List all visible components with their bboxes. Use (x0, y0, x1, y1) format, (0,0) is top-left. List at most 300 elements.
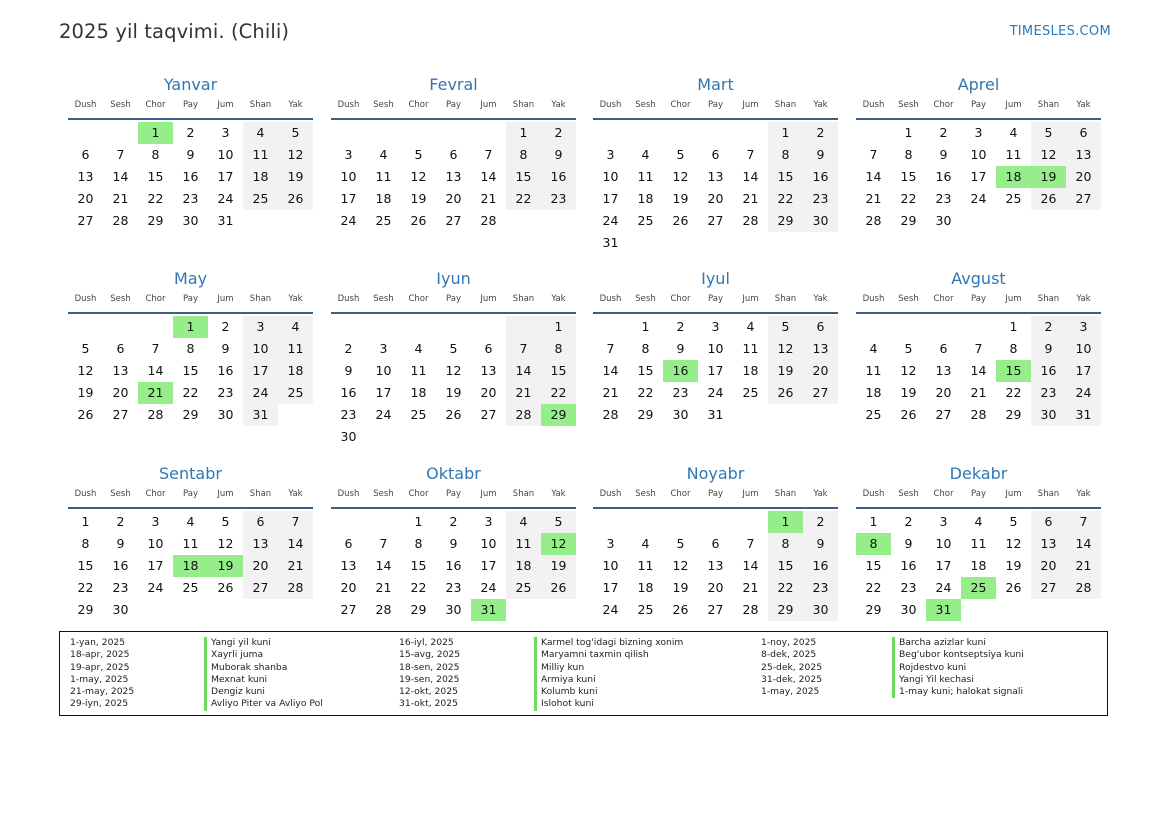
day-cell: 18 (970, 558, 987, 573)
day-cell: 5 (221, 514, 230, 529)
day-cell: 1 (641, 319, 650, 334)
day-cell: 15 (182, 363, 199, 378)
day-cell: 22 (768, 188, 803, 210)
day-cell: 7 (278, 511, 313, 533)
day-cell: 19 (77, 385, 94, 400)
weekday-label: Sesh (373, 100, 394, 110)
month-aprel (856, 74, 1101, 232)
day-cell: 9 (221, 341, 230, 356)
day-cell: 15 (865, 558, 882, 573)
week-row (68, 360, 313, 382)
day-cell: 2 (803, 511, 838, 533)
day-cell: 14 (506, 360, 541, 382)
day-cell: 27 (112, 407, 129, 422)
day-cell: 28 (742, 213, 759, 228)
week-row (593, 555, 838, 577)
day-cell: 4 (974, 514, 983, 529)
weekday-label: Pay (446, 294, 461, 304)
empty-day-cell (506, 210, 541, 232)
day-cell: 5 (676, 147, 685, 162)
empty-day-cell (366, 316, 401, 338)
empty-day-cell (208, 599, 243, 621)
day-cell: 17 (935, 558, 952, 573)
day-cell: 15 (77, 558, 94, 573)
day-cell: 10 (243, 338, 278, 360)
holiday-day-cell: 15 (996, 360, 1031, 382)
holiday-day-cell: 16 (663, 360, 698, 382)
day-cell: 23 (900, 580, 917, 595)
weekday-label: Chor (933, 294, 954, 304)
day-cell: 1 (506, 122, 541, 144)
weekday-label: Pay (971, 489, 986, 499)
day-cell: 29 (147, 213, 164, 228)
day-cell: 21 (742, 580, 759, 595)
legend-holiday-name: Yangi Yil kechasi (892, 674, 1024, 686)
day-cell: 14 (147, 363, 164, 378)
week-row (68, 316, 313, 338)
day-cell: 10 (935, 536, 952, 551)
day-cell: 6 (243, 511, 278, 533)
month-name: Aprel (957, 75, 1000, 94)
week-row (68, 122, 313, 144)
day-cell: 12 (278, 144, 313, 166)
weekday-label: Dush (74, 100, 97, 110)
empty-day-cell (1031, 599, 1066, 621)
week-row (68, 533, 313, 555)
day-cell: 14 (742, 169, 759, 184)
weekday-label: Dush (74, 489, 97, 499)
day-cell: 30 (803, 599, 838, 621)
day-cell: 19 (672, 580, 689, 595)
legend-names-col-2 (534, 637, 683, 711)
day-cell: 11 (865, 363, 882, 378)
weekday-label: Yak (813, 100, 828, 110)
day-cell: 25 (243, 188, 278, 210)
day-cell: 24 (1066, 382, 1101, 404)
day-cell: 12 (768, 338, 803, 360)
week-row (331, 316, 576, 338)
day-cell: 24 (707, 385, 724, 400)
legend-date: 15-avg, 2025 (399, 649, 461, 661)
weekday-label: Yak (1076, 100, 1091, 110)
week-row (331, 210, 576, 232)
day-cell: 28 (506, 404, 541, 426)
empty-day-cell (593, 316, 628, 338)
day-cell: 17 (340, 191, 357, 206)
empty-day-cell (138, 599, 173, 621)
day-cell: 2 (676, 319, 685, 334)
day-cell: 30 (445, 602, 462, 617)
day-cell: 6 (711, 147, 720, 162)
weekday-label: Sesh (898, 100, 919, 110)
weekday-label: Sesh (898, 489, 919, 499)
weekday-label: Chor (933, 489, 954, 499)
weekday-header (68, 96, 313, 116)
day-cell: 21 (112, 191, 129, 206)
holiday-day-cell: 29 (541, 404, 576, 426)
day-cell: 17 (602, 191, 619, 206)
weekday-label: Shan (512, 100, 535, 110)
month-name: Iyun (436, 269, 471, 288)
week-row (856, 316, 1101, 338)
brand-link[interactable]: TIMESLES.COM (1009, 24, 1111, 39)
day-cell: 2 (344, 341, 353, 356)
month-name: May (173, 269, 208, 288)
weekday-label: Dush (337, 100, 360, 110)
month-divider (68, 507, 313, 509)
day-cell: 28 (112, 213, 129, 228)
day-cell: 13 (480, 363, 497, 378)
empty-day-cell (768, 232, 803, 254)
day-cell: 29 (768, 599, 803, 621)
day-cell: 31 (243, 404, 278, 426)
week-row (593, 210, 838, 232)
weekday-label: Shan (512, 489, 535, 499)
day-cell: 7 (746, 147, 755, 162)
day-cell: 1 (768, 122, 803, 144)
day-cell: 6 (1066, 122, 1101, 144)
day-cell: 24 (375, 407, 392, 422)
day-cell: 21 (602, 385, 619, 400)
weekday-label: Jum (480, 489, 497, 499)
day-cell: 9 (939, 147, 948, 162)
day-cell: 17 (243, 360, 278, 382)
weekday-header (331, 290, 576, 310)
legend-holiday-name: Islohot kuni (534, 698, 683, 710)
day-cell: 31 (217, 213, 234, 228)
day-cell: 1 (81, 514, 90, 529)
day-cell: 4 (506, 511, 541, 533)
day-cell: 19 (278, 166, 313, 188)
weekday-label: Yak (288, 489, 303, 499)
day-cell: 22 (410, 580, 427, 595)
day-cell: 19 (541, 555, 576, 577)
day-cell: 23 (340, 407, 357, 422)
day-cell: 11 (742, 341, 759, 356)
empty-day-cell (803, 232, 838, 254)
day-cell: 30 (1031, 404, 1066, 426)
day-cell: 16 (217, 363, 234, 378)
weekday-label: Yak (551, 294, 566, 304)
day-cell: 16 (112, 558, 129, 573)
week-row (856, 338, 1101, 360)
day-cell: 8 (186, 341, 195, 356)
empty-day-cell (401, 426, 436, 448)
day-cell: 30 (935, 213, 952, 228)
day-cell: 25 (375, 213, 392, 228)
day-cell: 23 (541, 188, 576, 210)
day-cell: 3 (344, 147, 353, 162)
empty-day-cell (541, 599, 576, 621)
day-cell: 28 (1066, 577, 1101, 599)
week-row (856, 533, 1101, 555)
weekday-header (331, 96, 576, 116)
month-divider (856, 507, 1101, 509)
week-row (331, 426, 576, 448)
day-cell: 28 (147, 407, 164, 422)
weekday-label: Dush (599, 489, 622, 499)
day-cell: 2 (904, 514, 913, 529)
legend-date: 1-may, 2025 (761, 686, 820, 698)
weekday-label: Pay (708, 489, 723, 499)
empty-day-cell (436, 122, 471, 144)
day-cell: 1 (1009, 319, 1018, 334)
day-cell: 23 (803, 577, 838, 599)
week-row (856, 555, 1101, 577)
day-cell: 20 (445, 191, 462, 206)
weekday-label: Jum (217, 489, 234, 499)
week-row (331, 360, 576, 382)
day-cell: 19 (1005, 558, 1022, 573)
day-cell: 25 (506, 577, 541, 599)
day-cell: 21 (742, 191, 759, 206)
week-row (593, 533, 838, 555)
weekday-label: Jum (1005, 100, 1022, 110)
empty-day-cell (698, 232, 733, 254)
empty-day-cell (103, 316, 138, 338)
day-cell: 13 (803, 338, 838, 360)
day-cell: 10 (147, 536, 164, 551)
day-cell: 25 (637, 602, 654, 617)
day-cell: 26 (410, 213, 427, 228)
empty-day-cell (541, 426, 576, 448)
month-divider (856, 312, 1101, 314)
day-cell: 1 (904, 125, 913, 140)
day-cell: 7 (484, 147, 493, 162)
day-cell: 2 (186, 125, 195, 140)
empty-day-cell (103, 122, 138, 144)
weekday-label: Sesh (373, 294, 394, 304)
day-cell: 29 (1005, 407, 1022, 422)
weekday-label: Shan (1037, 100, 1060, 110)
day-cell: 16 (340, 385, 357, 400)
day-cell: 6 (803, 316, 838, 338)
day-cell: 4 (414, 341, 423, 356)
day-cell: 20 (935, 385, 952, 400)
legend-date: 31-dek, 2025 (761, 673, 823, 685)
empty-day-cell (331, 511, 366, 533)
empty-day-cell (856, 122, 891, 144)
month-name: Fevral (429, 75, 478, 94)
weekday-label: Dush (862, 489, 885, 499)
day-cell: 11 (375, 169, 392, 184)
day-cell: 18 (742, 363, 759, 378)
day-cell: 24 (935, 580, 952, 595)
weekday-label: Chor (670, 489, 691, 499)
month-name: Noyabr (686, 464, 745, 483)
day-cell: 4 (186, 514, 195, 529)
day-cell: 24 (147, 580, 164, 595)
day-cell: 5 (676, 536, 685, 551)
day-cell: 10 (340, 169, 357, 184)
day-cell: 22 (637, 385, 654, 400)
weekday-label: Pay (971, 100, 986, 110)
day-cell: 8 (541, 338, 576, 360)
month-avgust (856, 268, 1101, 426)
day-cell: 4 (1009, 125, 1018, 140)
day-cell: 9 (344, 363, 353, 378)
weekday-header (68, 485, 313, 505)
day-cell: 27 (340, 602, 357, 617)
weekday-label: Shan (249, 294, 272, 304)
weekday-label: Pay (708, 100, 723, 110)
month-divider (593, 507, 838, 509)
weekday-label: Pay (183, 294, 198, 304)
day-cell: 13 (112, 363, 129, 378)
day-cell: 10 (602, 169, 619, 184)
day-cell: 12 (1031, 144, 1066, 166)
empty-day-cell (628, 122, 663, 144)
day-cell: 5 (904, 341, 913, 356)
month-name: Iyul (701, 269, 730, 288)
day-cell: 10 (480, 536, 497, 551)
week-row (856, 188, 1101, 210)
weekday-label: Shan (774, 294, 797, 304)
day-cell: 6 (711, 536, 720, 551)
legend-date: 19-apr, 2025 (70, 661, 130, 673)
holiday-day-cell: 12 (541, 533, 576, 555)
week-row (593, 144, 838, 166)
day-cell: 5 (1009, 514, 1018, 529)
day-cell: 26 (541, 577, 576, 599)
day-cell: 18 (410, 385, 427, 400)
day-cell: 3 (939, 514, 948, 529)
weekday-label: Sesh (635, 294, 656, 304)
empty-day-cell (366, 122, 401, 144)
day-cell: 13 (243, 533, 278, 555)
weekday-header (593, 290, 838, 310)
day-cell: 12 (672, 558, 689, 573)
month-sentabr (68, 463, 313, 621)
day-cell: 16 (900, 558, 917, 573)
week-row (593, 382, 838, 404)
weekday-label: Yak (813, 294, 828, 304)
day-cell: 9 (116, 536, 125, 551)
empty-day-cell (331, 122, 366, 144)
month-divider (593, 118, 838, 120)
day-cell: 23 (935, 191, 952, 206)
month-iyun (331, 268, 576, 448)
week-row (593, 188, 838, 210)
weekday-label: Shan (1037, 489, 1060, 499)
empty-day-cell (663, 511, 698, 533)
day-cell: 14 (278, 533, 313, 555)
week-row (856, 210, 1101, 232)
legend-holiday-name: Milliy kun (534, 662, 683, 674)
legend-date: 25-dek, 2025 (761, 661, 823, 673)
day-cell: 8 (506, 144, 541, 166)
holiday-day-cell: 1 (138, 122, 173, 144)
weekday-label: Shan (1037, 294, 1060, 304)
legend-date: 21-may, 2025 (70, 686, 135, 698)
day-cell: 6 (344, 536, 353, 551)
day-cell: 30 (672, 407, 689, 422)
weekday-label: Pay (183, 100, 198, 110)
weekday-header (331, 485, 576, 505)
day-cell: 10 (970, 147, 987, 162)
day-cell: 16 (1031, 360, 1066, 382)
month-name: Oktabr (426, 464, 481, 483)
holiday-day-cell: 31 (471, 599, 506, 621)
day-cell: 30 (112, 602, 129, 617)
day-cell: 25 (278, 382, 313, 404)
month-divider (331, 507, 576, 509)
week-row (856, 122, 1101, 144)
day-cell: 8 (904, 147, 913, 162)
day-cell: 2 (541, 122, 576, 144)
day-cell: 31 (707, 407, 724, 422)
day-cell: 15 (768, 166, 803, 188)
day-cell: 16 (803, 166, 838, 188)
empty-day-cell (1031, 210, 1066, 232)
day-cell: 29 (182, 407, 199, 422)
day-cell: 30 (900, 602, 917, 617)
month-yanvar (68, 74, 313, 232)
weekday-label: Jum (742, 489, 759, 499)
day-cell: 5 (278, 122, 313, 144)
weekday-label: Dush (337, 294, 360, 304)
weekday-label: Jum (480, 294, 497, 304)
day-cell: 11 (278, 338, 313, 360)
empty-day-cell (961, 316, 996, 338)
day-cell: 15 (541, 360, 576, 382)
holiday-day-cell: 19 (1031, 166, 1066, 188)
week-row (593, 577, 838, 599)
day-cell: 22 (147, 191, 164, 206)
day-cell: 17 (707, 363, 724, 378)
day-cell: 29 (900, 213, 917, 228)
day-cell: 30 (803, 210, 838, 232)
day-cell: 12 (410, 169, 427, 184)
day-cell: 24 (243, 382, 278, 404)
legend-holiday-name: Kolumb kuni (534, 686, 683, 698)
day-cell: 9 (186, 147, 195, 162)
week-row (856, 404, 1101, 426)
day-cell: 20 (707, 191, 724, 206)
day-cell: 9 (541, 144, 576, 166)
empty-day-cell (243, 210, 278, 232)
weekday-label: Jum (217, 294, 234, 304)
week-row (856, 166, 1101, 188)
holiday-day-cell: 8 (856, 533, 891, 555)
week-row (68, 511, 313, 533)
day-cell: 29 (637, 407, 654, 422)
week-row (68, 555, 313, 577)
week-row (331, 188, 576, 210)
day-cell: 18 (637, 580, 654, 595)
week-row (593, 404, 838, 426)
empty-day-cell (366, 426, 401, 448)
empty-day-cell (628, 232, 663, 254)
empty-day-cell (506, 426, 541, 448)
empty-day-cell (663, 122, 698, 144)
week-row (68, 338, 313, 360)
holiday-day-cell: 1 (768, 511, 803, 533)
weekday-label: Chor (408, 489, 429, 499)
weekday-label: Dush (862, 294, 885, 304)
day-cell: 28 (375, 602, 392, 617)
day-cell: 3 (484, 514, 493, 529)
weekday-label: Sesh (373, 489, 394, 499)
day-cell: 8 (1009, 341, 1018, 356)
day-cell: 4 (278, 316, 313, 338)
week-row (331, 166, 576, 188)
legend-names-col-1 (204, 637, 323, 711)
legend-holiday-name: Muborak shanba (204, 662, 323, 674)
week-row (593, 232, 838, 254)
week-row (68, 382, 313, 404)
day-cell: 21 (865, 191, 882, 206)
